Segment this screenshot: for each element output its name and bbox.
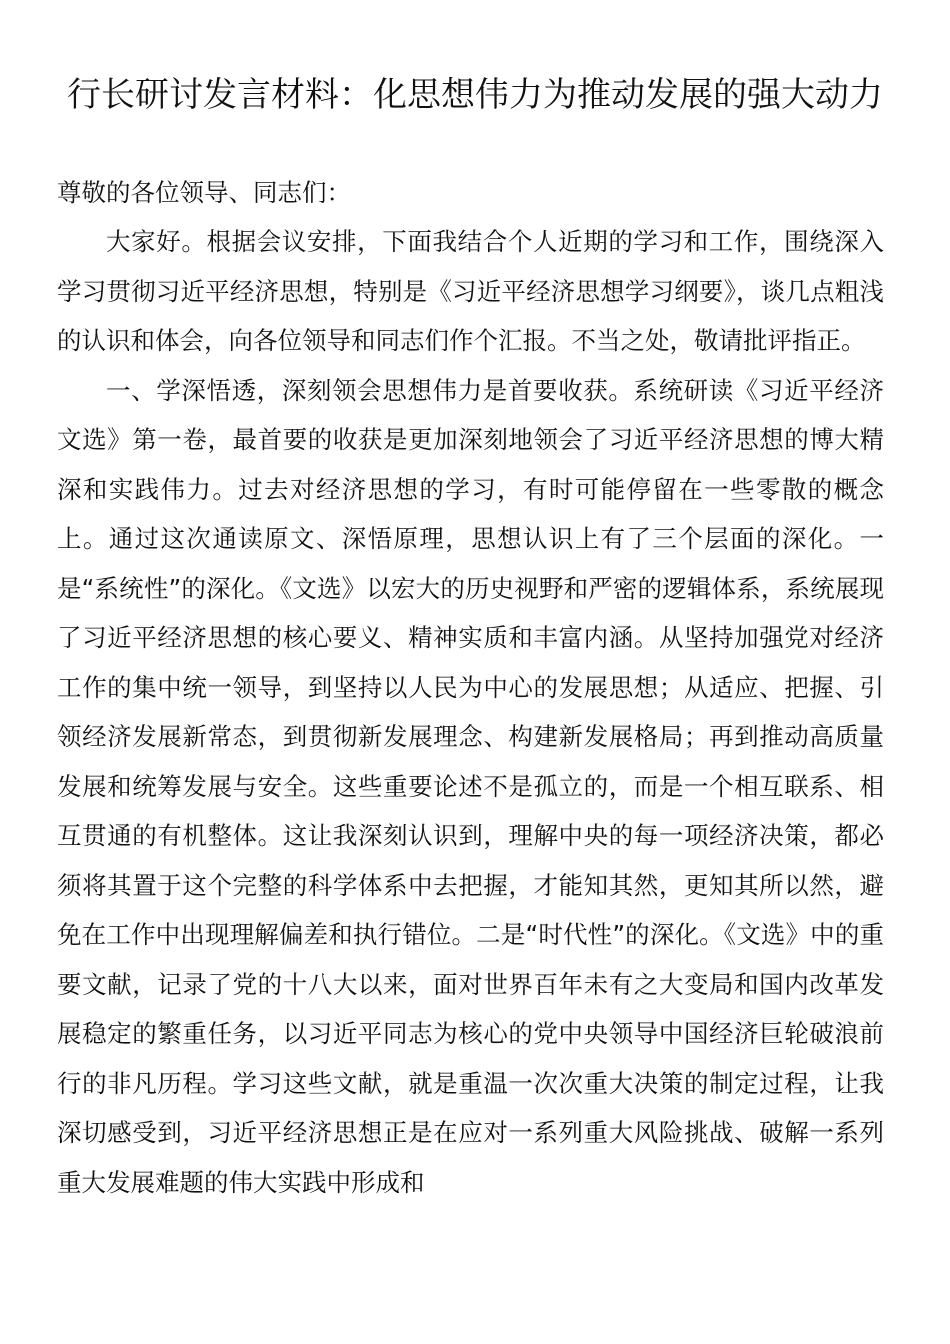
salutation: 尊敬的各位领导、同志们： [57, 178, 351, 207]
paragraph-intro: 大家好。根据会议安排，下面我结合个人近期的学习和工作，围绕深入学习贯彻习近平经济思想，特别是《习近平经济思想学习纲要》，谈几点粗浅的认识和体会，向各位领导和同志们作个汇报。不当之处，敬请批评指正。 [57, 227, 884, 355]
document-title: 行长研讨发言材料：化思想伟力为推动发展的强大动力 [67, 75, 883, 115]
paragraph-section-one: 一、学深悟透，深刻领会思想伟力是首要收获。系统研读《习近平经济文选》第一卷，最首要的收获是更加深刻地领会了习近平经济思想的博大精深和实践伟力。过去对经济思想的学习，有时可能停留在一些零散的概念上。通过这次通读原文、深悟原理，思想认识上有了三个层面的深化。一是“系统性”的深化。《文选》以宏大的历史视野和严密的逻辑体系，系统展现了习近平经济思想的核心要义、精神实质和丰富内涵。从坚持加强党对经济工作的集中统一领导，到坚持以人民为中心的发展思想；从适应、把握、引领经济发展新常态，到贯彻新发展理念、构建新发展格局；再到推动高质量发展和统筹发展与安全。这些重要论述不是孤立的，而是一个相互联系、相互贯通的有机整体。这让我深刻认识到，理解中央的每一项经济决策，都必须将其置于这个完整的科学体系中去把握，才能知其然，更知其所以然，避免在工作中出现理解偏差和执行错位。二是“时代性”的深化。《文选》中的重要文献，记录了党的十八大以来，面对世界百年未有之大变局和国内改革发展稳定的繁重任务，以习近平同志为核心的党中央领导中国经济巨轮破浪前行的非凡历程。学习这些文献，就是重温一次次重大决策的制定过程，让我深切感受到，习近平经济思想正是在应对一系列重大风险挑战、破解一系列重大发展难题的伟大实践中形成和 [57, 375, 884, 1197]
document-body [57, 217, 884, 1207]
